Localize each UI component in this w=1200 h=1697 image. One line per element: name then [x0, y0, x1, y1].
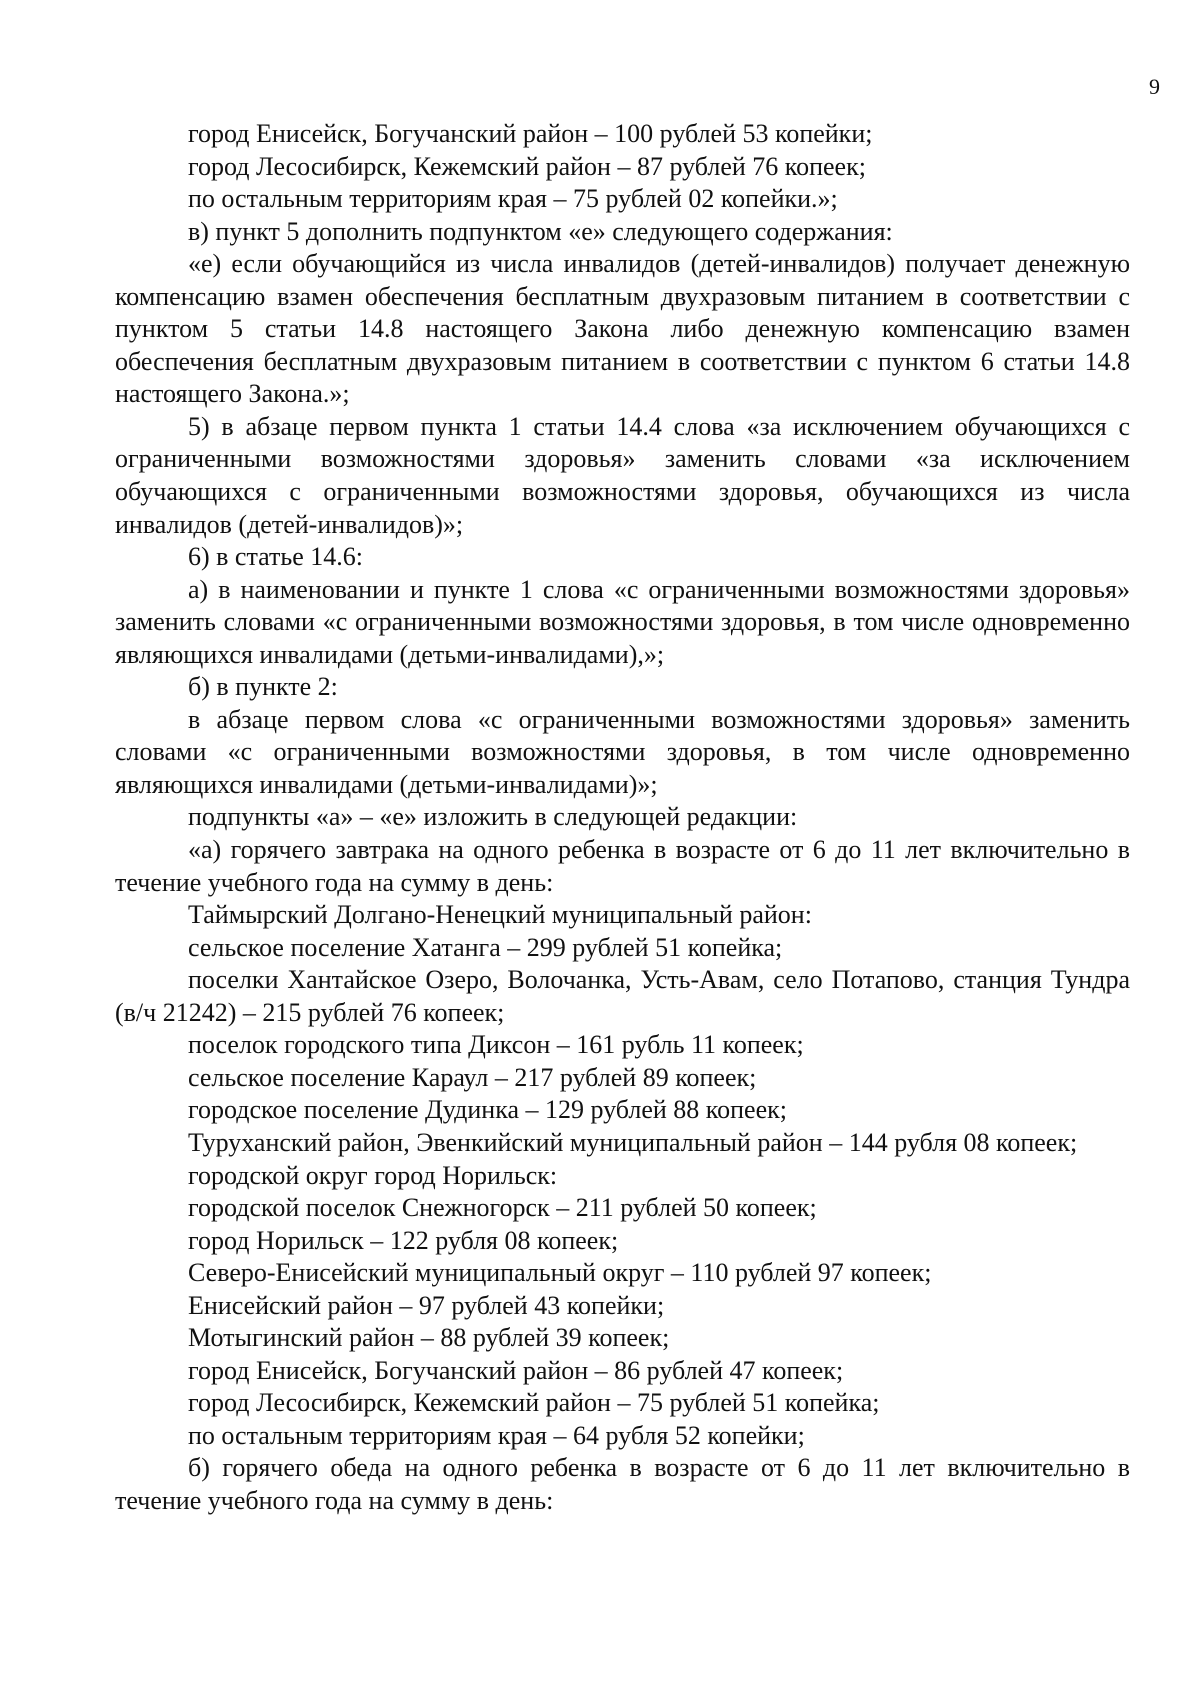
- paragraph: в) пункт 5 дополнить подпунктом «е» следующего содержания:: [188, 216, 893, 246]
- paragraph: Мотыгинский район – 88 рублей 39 копеек;: [188, 1323, 670, 1353]
- paragraph: по остальным территориям края – 64 рубля 52 копейки;: [188, 1420, 805, 1450]
- paragraph: город Енисейск, Богучанский район – 100 рублей 53 копейки;: [188, 119, 873, 148]
- paragraph: 6) в статье 14.6:: [188, 542, 364, 572]
- paragraph: подпункты «а» – «е» изложить в следующей редакции:: [188, 802, 798, 832]
- paragraph: в абзаце первом слова «с ограниченными возможностями здоровья» заменить словами «с ограниченными возможностями здоровья, в том числе одновременно являющихся инвалидами (детьми-инвалидами)»;: [115, 704, 1130, 799]
- page-number: 9: [1149, 74, 1160, 99]
- paragraph: «а) горячего завтрака на одного ребенка в возрасте от 6 до 11 лет включительно в течение учебного года на сумму в день:: [115, 835, 1130, 897]
- paragraph: городское поселение Дудинка – 129 рублей 88 копеек;: [188, 1095, 787, 1125]
- paragraph: б) в пункте 2:: [188, 672, 338, 702]
- paragraph: Енисейский район – 97 рублей 43 копейки;: [188, 1290, 665, 1320]
- paragraph: поселки Хантайское Озеро, Волочанка, Усть-Авам, село Потапово, станция Тундра (в/ч 21242) – 215 рублей 76 копеек;: [115, 965, 1130, 1027]
- paragraph: Туруханский район, Эвенкийский муниципальный район – 144 рубля 08 копеек;: [188, 1127, 1078, 1157]
- paragraph: городской поселок Снежногорск – 211 рублей 50 копеек;: [188, 1193, 817, 1223]
- paragraph: Северо-Енисейский муниципальный округ – 110 рублей 97 копеек;: [188, 1258, 932, 1288]
- paragraph: сельское поселение Караул – 217 рублей 89 копеек;: [188, 1062, 757, 1092]
- paragraph: город Лесосибирск, Кежемский район – 75 рублей 51 копейка;: [188, 1388, 880, 1418]
- paragraph: городской округ город Норильск:: [188, 1160, 558, 1190]
- paragraph: город Енисейск, Богучанский район – 86 рублей 47 копеек;: [188, 1355, 844, 1385]
- paragraph: а) в наименовании и пункте 1 слова «с ограниченными возможностями здоровья» заменить словами «с ограниченными возможностями здоровья, в том числе одновременно являющихся инвалидами (детьми-инвалидами),»;: [115, 574, 1130, 669]
- paragraph: по остальным территориям края – 75 рублей 02 копейки.»;: [188, 184, 838, 214]
- paragraph: сельское поселение Хатанга – 299 рублей 51 копейка;: [188, 932, 783, 962]
- paragraph: Таймырский Долгано-Ненецкий муниципальный район:: [188, 900, 812, 930]
- paragraph: б) горячего обеда на одного ребенка в возрасте от 6 до 11 лет включительно в течение учебного года на сумму в день:: [115, 1453, 1130, 1515]
- document-body: [115, 118, 1130, 1518]
- paragraph: город Лесосибирск, Кежемский район – 87 рублей 76 копеек;: [188, 151, 866, 181]
- paragraph: поселок городского типа Диксон – 161 рубль 11 копеек;: [188, 1030, 804, 1060]
- paragraph: 5) в абзаце первом пункта 1 статьи 14.4 слова «за исключением обучающихся с ограниченными возможностями здоровья» заменить словами «за исключением обучающихся с ограниченными возможностями здоровья, обучающихся из числа инвалидов (детей-инвалидов)»;: [115, 411, 1130, 539]
- paragraph: город Норильск – 122 рубля 08 копеек;: [188, 1225, 619, 1255]
- paragraph: «е) если обучающийся из числа инвалидов (детей-инвалидов) получает денежную компенсацию взамен обеспечения бесплатным двухразовым питанием в соответствии с пунктом 5 статьи 14.8 настоящего Закона либо денежную компенсацию взамен обеспечения бесплатным двухразовым питанием в соответствии с пунктом 6 статьи 14.8 настоящего Закона.»;: [115, 249, 1130, 409]
